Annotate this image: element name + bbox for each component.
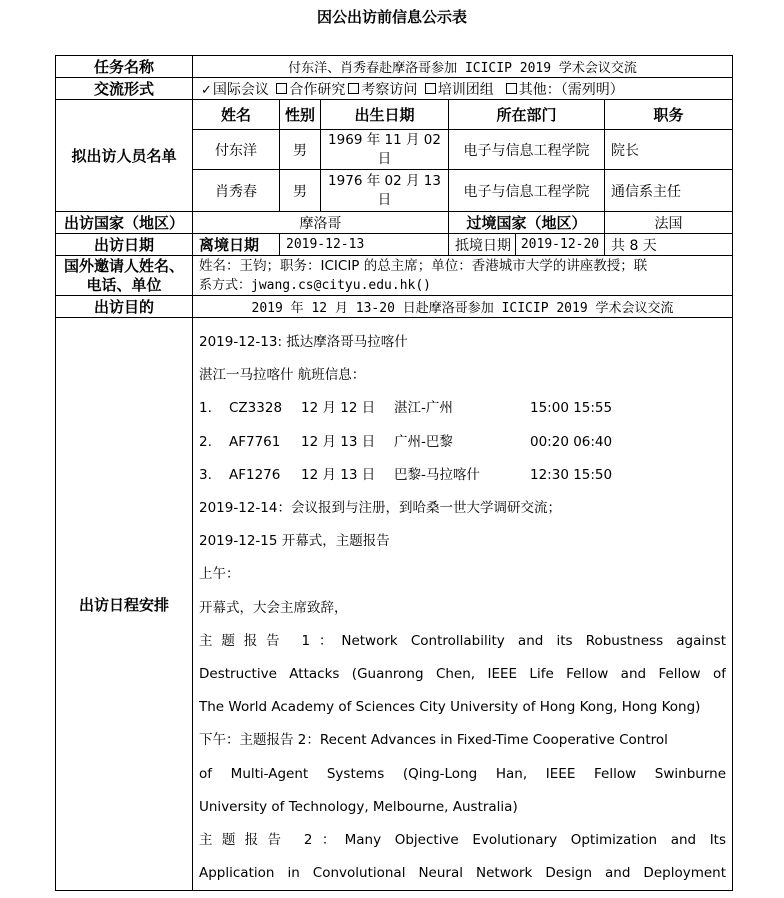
- check-mark-icon[interactable]: ✓: [201, 82, 212, 98]
- inviter-row: [56, 256, 733, 296]
- document-title: 因公出访前信息公示表: [316, 8, 467, 26]
- task-row: [56, 56, 733, 78]
- header-birth: 出生日期: [321, 100, 449, 130]
- checkbox-icon[interactable]: [506, 83, 517, 94]
- depart-label: 离境日期: [193, 234, 280, 256]
- purpose-value: 2019 年 12 月 13-20 日赴摩洛哥参加 ICICIP 2019 学术会议交流: [193, 296, 733, 318]
- schedule-line: 主题报告 2：Many Objective Evolutionary Optimization and Its: [199, 832, 727, 848]
- personnel-header-row: [56, 100, 733, 130]
- destination-label: 出访国家（地区）: [56, 212, 193, 234]
- flight-route: 巴黎-马拉喀什: [394, 466, 480, 483]
- schedule-line: 2019-12-14：会议报到与注册，到哈桑一世大学调研交流；: [199, 500, 561, 517]
- person-gender: 男: [280, 130, 321, 170]
- flight-route: 湛江-广州: [394, 400, 453, 417]
- inviter-value: [193, 256, 733, 296]
- exchange-options: [193, 78, 733, 100]
- header-title: 职务: [605, 100, 733, 130]
- person-dept: 电子与信息工程学院: [449, 130, 605, 170]
- transit-label: 过境国家（地区）: [449, 212, 605, 234]
- flight-row: [199, 459, 726, 492]
- flight-code: AF7761: [229, 433, 281, 450]
- info-form-table: [55, 55, 733, 891]
- schedule-line: 湛江一马拉喀什 航班信息：: [199, 367, 366, 384]
- schedule-line: 2019-12-15 开幕式，主题报告: [199, 533, 390, 550]
- checkbox-icon[interactable]: [425, 83, 436, 94]
- schedule-row: [56, 318, 733, 891]
- person-name: 肖秀春: [193, 170, 280, 212]
- schedule-line: 开幕式，大会主席致辞，: [199, 599, 348, 616]
- schedule-line: Destructive Attacks (Guanrong Chen, IEEE Life Fellow and Fellow of: [199, 666, 727, 683]
- exchange-label: 交流形式: [56, 78, 193, 100]
- transit-value: 法国: [605, 212, 733, 234]
- inviter-line2: 系方式：jwang.cs@cityu.edu.hk(): [199, 277, 432, 293]
- inviter-line1: 姓名：王钧；职务：ICICIP 的总主席；单位：香港城市大学的讲座教授；联: [199, 257, 648, 274]
- option-training-group: 培训团组: [437, 81, 494, 98]
- arrive-label: 抵境日期: [449, 234, 516, 256]
- dates-label: 出访日期: [56, 234, 193, 256]
- option-other: 其他：（需列明）: [518, 81, 624, 98]
- inviter-label-line1: 国外邀请人姓名、: [63, 256, 184, 275]
- flight-date: 12 月 12 日: [301, 400, 376, 417]
- schedule-line: 下午：主题报告 2：Recent Advances in Fixed-Time Cooperative Control: [199, 732, 668, 749]
- flight-row: [199, 392, 726, 425]
- header-name: 姓名: [193, 100, 280, 130]
- task-value: 付东洋、肖秀春赴摩洛哥参加 ICICIP 2019 学术会议交流: [193, 56, 733, 78]
- person-dept: 电子与信息工程学院: [449, 170, 605, 212]
- task-label: 任务名称: [56, 56, 193, 78]
- schedule-content: [193, 318, 733, 891]
- schedule-line: Application in Convolutional Neural Network Design and Deployment: [199, 865, 727, 882]
- flight-code: CZ3328: [229, 400, 283, 417]
- total-days: 共 8 天: [605, 234, 733, 256]
- flight-number-index: 1.: [199, 400, 212, 417]
- flight-code: AF1276: [229, 466, 281, 483]
- flight-route: 广州-巴黎: [394, 433, 453, 450]
- schedule-lines: [199, 326, 726, 890]
- flight-number-index: 2.: [199, 433, 212, 450]
- person-birth: 1976 年 02 月 13 日: [321, 170, 449, 212]
- flight-row: [199, 426, 726, 459]
- flight-time: 15:00 15:55: [530, 400, 613, 417]
- destination-row: [56, 212, 733, 234]
- person-birth: 1969 年 11 月 02 日: [321, 130, 449, 170]
- inviter-label-line2: 电话、单位: [86, 275, 162, 294]
- personnel-label: 拟出访人员名单: [56, 100, 193, 212]
- flight-time: 00:20 06:40: [530, 433, 613, 450]
- person-title: 院长: [605, 130, 733, 170]
- option-cooperative-research: 合作研究: [289, 81, 346, 98]
- person-gender: 男: [280, 170, 321, 212]
- destination-value: 摩洛哥: [193, 212, 449, 234]
- flight-time: 12:30 15:50: [530, 466, 613, 483]
- person-title: 通信系主任: [605, 170, 733, 212]
- checkbox-icon[interactable]: [348, 83, 359, 94]
- flight-date: 12 月 13 日: [301, 466, 376, 483]
- schedule-label: 出访日程安排: [56, 318, 193, 891]
- exchange-row: [56, 78, 733, 100]
- checkbox-icon[interactable]: [276, 83, 287, 94]
- purpose-row: [56, 296, 733, 318]
- schedule-line: 主题报告 1：Network Controllability and its Robustness against: [199, 632, 727, 649]
- flight-number-index: 3.: [199, 466, 212, 483]
- inviter-label: [56, 256, 193, 296]
- purpose-label: 出访目的: [56, 296, 193, 318]
- option-international-conference: 国际会议: [212, 81, 269, 98]
- schedule-line: University of Technology, Melbourne, Australia): [199, 798, 518, 815]
- header-dept: 所在部门: [449, 100, 605, 130]
- arrive-value: 2019-12-20: [516, 234, 605, 256]
- person-name: 付东洋: [193, 130, 280, 170]
- flight-date: 12 月 13 日: [301, 433, 376, 450]
- header-gender: 性别: [280, 100, 321, 130]
- schedule-line: 上午：: [199, 566, 240, 583]
- dates-row: [56, 234, 733, 256]
- depart-value: 2019-12-13: [280, 234, 449, 256]
- schedule-line: The World Academy of Sciences City University of Hong Kong, Hong Kong): [199, 699, 701, 716]
- option-inspection-visit: 考察访问: [361, 81, 418, 98]
- schedule-line: of Multi-Agent Systems (Qing-Long Han, IEEE Fellow Swinburne: [199, 765, 727, 782]
- schedule-line: 2019-12-13: 抵达摩洛哥马拉喀什: [199, 334, 408, 350]
